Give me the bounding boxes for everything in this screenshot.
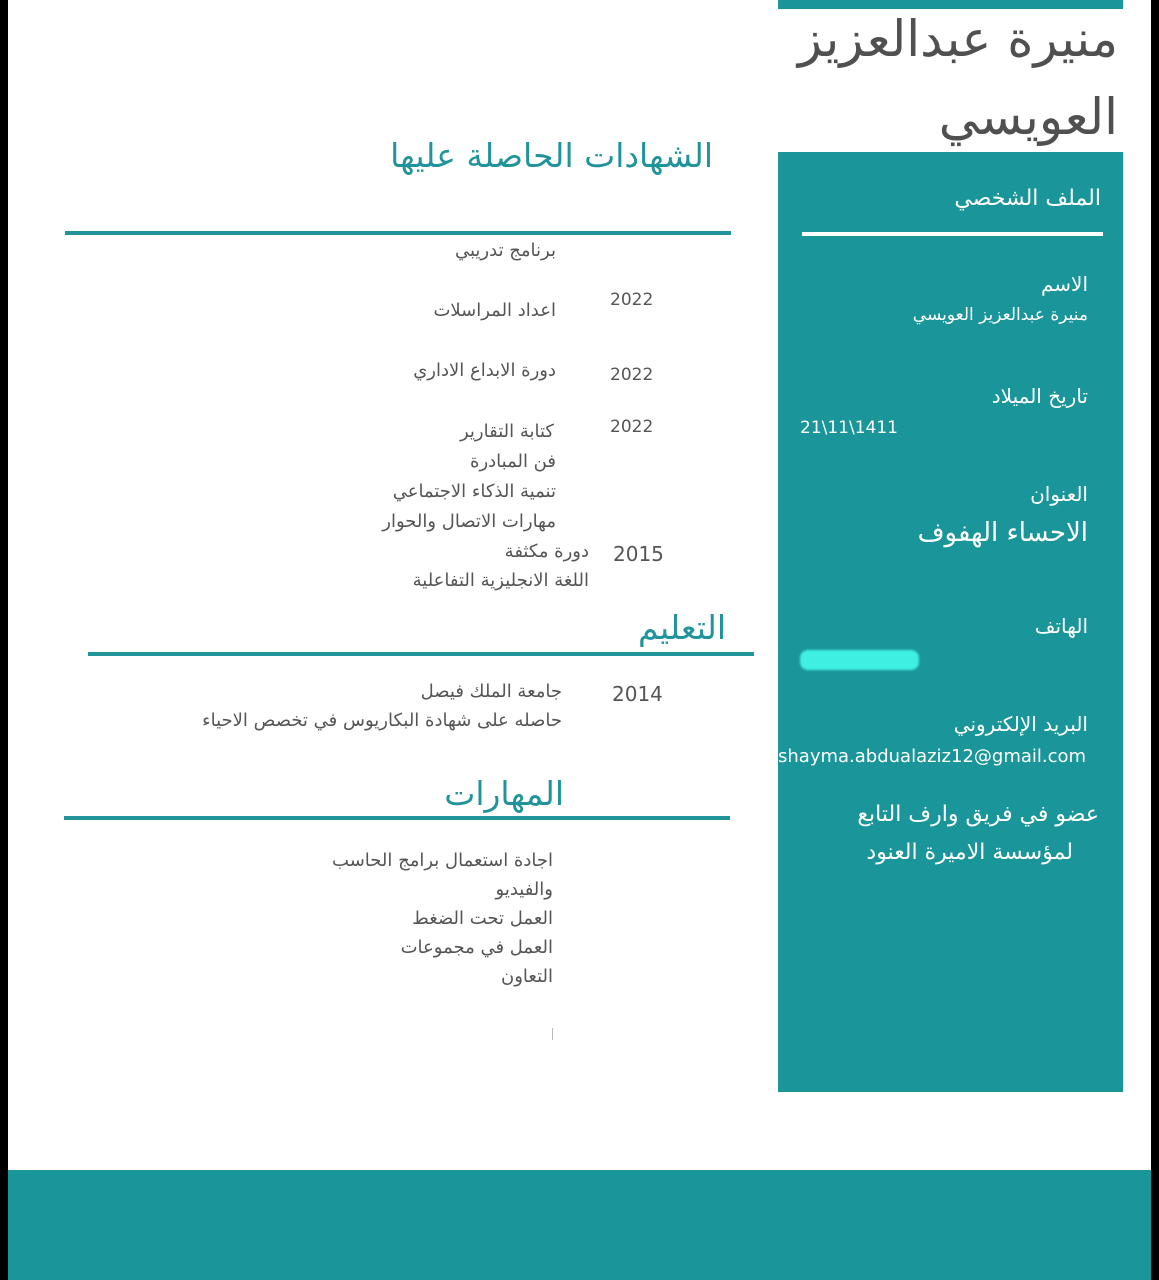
skills-divider bbox=[64, 816, 730, 820]
training-program-label: برنامج تدريبي bbox=[454, 240, 556, 261]
education-title: التعليم bbox=[638, 608, 726, 647]
email-value: shayma.abdualaziz12@gmail.com bbox=[778, 746, 1087, 767]
skill-item-2: والفيديو bbox=[495, 879, 553, 900]
certificates-divider bbox=[65, 231, 731, 235]
phone-redacted bbox=[800, 650, 919, 670]
cert-text-3: كتابة التقارير bbox=[459, 421, 554, 442]
cert-extra-2: تنمية الذكاء الاجتماعي bbox=[392, 481, 556, 502]
profile-divider bbox=[802, 232, 1103, 236]
cert-year-3: 2022 bbox=[610, 417, 654, 437]
education-year: 2014 bbox=[612, 682, 663, 706]
course-text: دورة مكثفة bbox=[504, 541, 589, 562]
cert-extra-3: مهارات الاتصال والحوار bbox=[382, 511, 556, 532]
course-year: 2015 bbox=[613, 542, 664, 566]
name-label: الاسم bbox=[1040, 272, 1088, 296]
name-heading-line1: منيرة عبدالعزيز bbox=[797, 10, 1118, 68]
dob-value: 21\11\1411 bbox=[800, 418, 898, 438]
course-sub: اللغة الانجليزية التفاعلية bbox=[412, 570, 589, 591]
profile-title: الملف الشخصي bbox=[954, 186, 1101, 211]
cert-text-2: دورة الابداع الاداري bbox=[413, 360, 556, 381]
cert-year-2: 2022 bbox=[610, 365, 654, 385]
cert-year-1: 2022 bbox=[610, 290, 654, 310]
name-heading-line2: العويسي bbox=[938, 88, 1118, 146]
certificates-title: الشهادات الحاصلة عليها bbox=[390, 136, 713, 175]
dob-label: تاريخ الميلاد bbox=[991, 384, 1088, 408]
name-value: منيرة عبدالعزيز العويسي bbox=[912, 305, 1088, 325]
cert-text-1: اعداد المراسلات bbox=[433, 300, 556, 321]
email-label: البريد الإلكتروني bbox=[953, 712, 1088, 736]
resume-page bbox=[8, 0, 1151, 1280]
phone-label: الهاتف bbox=[1034, 614, 1088, 638]
education-degree: حاصله على شهادة البكاريوس في تخصص الاحياء bbox=[202, 710, 562, 731]
address-label: العنوان bbox=[1030, 482, 1088, 506]
skills-title: المهارات bbox=[444, 774, 564, 813]
membership-line1: عضو في فريق وارف التابع bbox=[857, 802, 1099, 827]
cert-extra-1: فن المبادرة bbox=[470, 451, 556, 472]
skill-item-1: اجادة استعمال برامج الحاسب bbox=[332, 850, 553, 871]
text-cursor-mark bbox=[552, 1028, 553, 1040]
skill-item-5: التعاون bbox=[501, 966, 553, 987]
top-accent-bar bbox=[778, 0, 1123, 9]
membership-line2: لمؤسسة الاميرة العنود bbox=[866, 840, 1073, 865]
skill-item-4: العمل في مجموعات bbox=[400, 937, 553, 958]
address-value: الاحساء الهفوف bbox=[917, 518, 1088, 548]
education-university: جامعة الملك فيصل bbox=[420, 681, 562, 702]
education-divider bbox=[88, 652, 754, 656]
footer-band bbox=[8, 1170, 1151, 1280]
skill-item-3: العمل تحت الضغط bbox=[412, 908, 553, 929]
